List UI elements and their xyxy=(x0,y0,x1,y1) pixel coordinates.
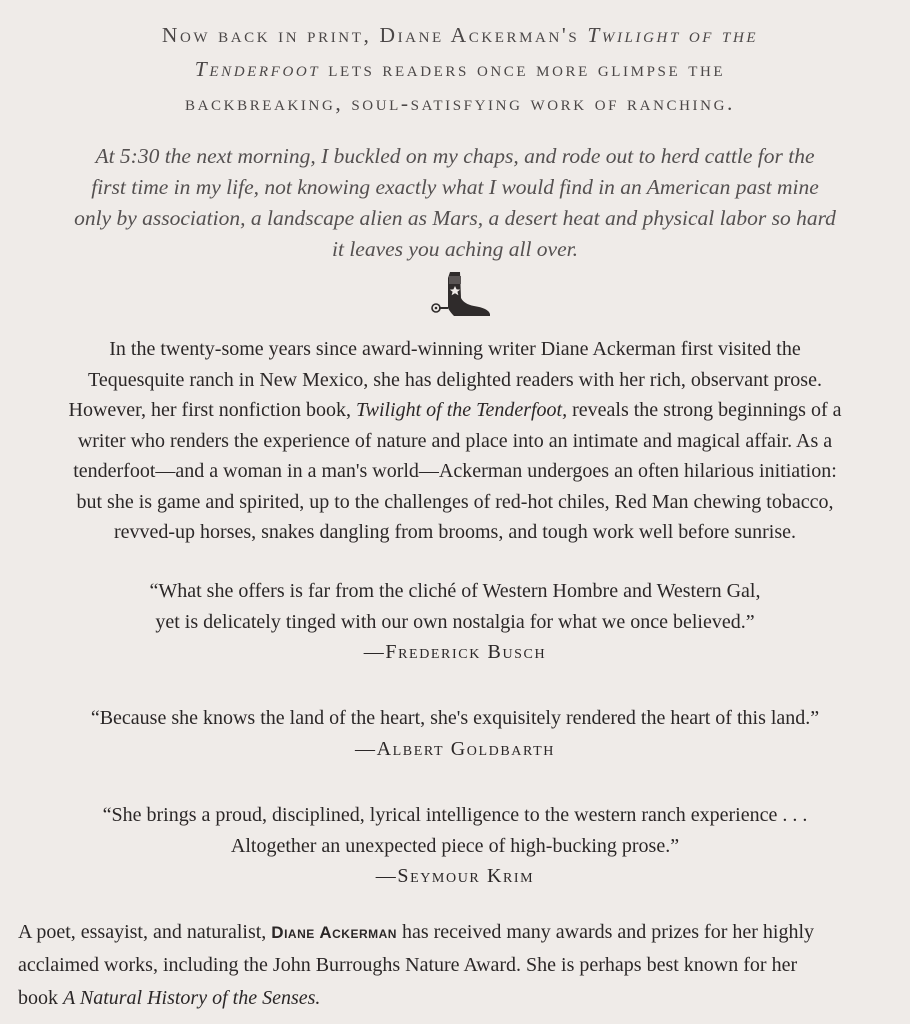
blurb-line: Altogether an unexpected piece of high-bucking prose.” xyxy=(230,834,680,857)
blurb-krim xyxy=(20,800,890,892)
bio-line xyxy=(18,916,898,949)
description-line: but she is game and spirited, up to the challenges of red-hot chiles, Red Man chewing tobacco, xyxy=(76,490,834,513)
book-excerpt xyxy=(20,141,890,265)
description-line: Tequesquite ranch in New Mexico, she has delighted readers with her rich, observant prose. xyxy=(88,368,822,391)
bio-text: A poet, essayist, and naturalist, xyxy=(18,921,272,943)
blurb-line: “Because she knows the land of the heart, she's exquisitely rendered the heart of this land.” xyxy=(90,707,820,729)
description-text: However, her first nonfiction book, xyxy=(68,399,356,421)
headline-line-2 xyxy=(40,52,880,86)
bio-line xyxy=(18,982,898,1015)
blurb-goldbarth xyxy=(20,703,890,764)
description-line: writer who renders the experience of nature and place into an intimate and magical affair. As a xyxy=(77,429,833,452)
bio-line: acclaimed works, including the John Burroughs Nature Award. She is perhaps best known for her xyxy=(18,954,798,976)
description-book-title: Twilight of the Tenderfoot, xyxy=(355,399,568,421)
headline-title-1: Twilight of the xyxy=(587,23,759,47)
blurb-line: yet is delicately tinged with our own nostalgia for what we once believed.” xyxy=(155,610,755,633)
headline-text-1a: Now back in print, Diane Ackerman's xyxy=(161,23,588,47)
bio-text: has received many awards and prizes for her highly xyxy=(396,921,815,943)
description-line xyxy=(12,395,898,426)
excerpt-line: At 5:30 the next morning, I buckled on my chaps, and rode out to herd cattle for the xyxy=(95,144,815,168)
headline-title-2: Tenderfoot xyxy=(194,57,321,81)
author-bio xyxy=(18,916,898,1015)
bio-text: book xyxy=(18,987,63,1009)
description-line: revved-up horses, snakes dangling from brooms, and tough work well before sunrise. xyxy=(113,521,797,543)
headline-text-2b: lets readers once more glimpse the xyxy=(320,57,726,81)
excerpt-line: it leaves you aching all over. xyxy=(332,237,578,261)
headline-line-1 xyxy=(40,18,880,52)
headline-line-3: backbreaking, soul-satisfying work of ranching. xyxy=(185,91,735,115)
blurb-line: “She brings a proud, disciplined, lyrical intelligence to the western ranch experience . . . xyxy=(102,804,808,826)
headline xyxy=(40,18,880,120)
bio-book-title: A Natural History of the Senses. xyxy=(63,987,321,1009)
blurb-line: “What she offers is far from the cliché of Western Hombre and Western Gal, xyxy=(149,580,761,602)
blurb-attribution: —Albert Goldbarth xyxy=(355,737,555,760)
author-name: Diane Ackerman xyxy=(271,923,397,942)
blurb-attribution: —Seymour Krim xyxy=(375,865,535,887)
excerpt-line: first time in my life, not knowing exactly what I would find in an American past mine xyxy=(91,175,819,199)
description-line: In the twenty-some years since award-winning writer Diane Ackerman first visited the xyxy=(109,338,801,360)
cowboy-boot-icon xyxy=(428,268,494,320)
excerpt-line: only by association, a landscape alien as Mars, a desert heat and physical labor so hard xyxy=(74,206,836,230)
blurb-attribution: —Frederick Busch xyxy=(363,641,547,663)
description-line: tenderfoot—and a woman in a man's world—Ackerman undergoes an often hilarious initiation: xyxy=(73,460,837,482)
description-text: reveals the strong beginnings of a xyxy=(567,399,842,421)
blurb-busch xyxy=(20,576,890,668)
book-description xyxy=(12,334,898,548)
